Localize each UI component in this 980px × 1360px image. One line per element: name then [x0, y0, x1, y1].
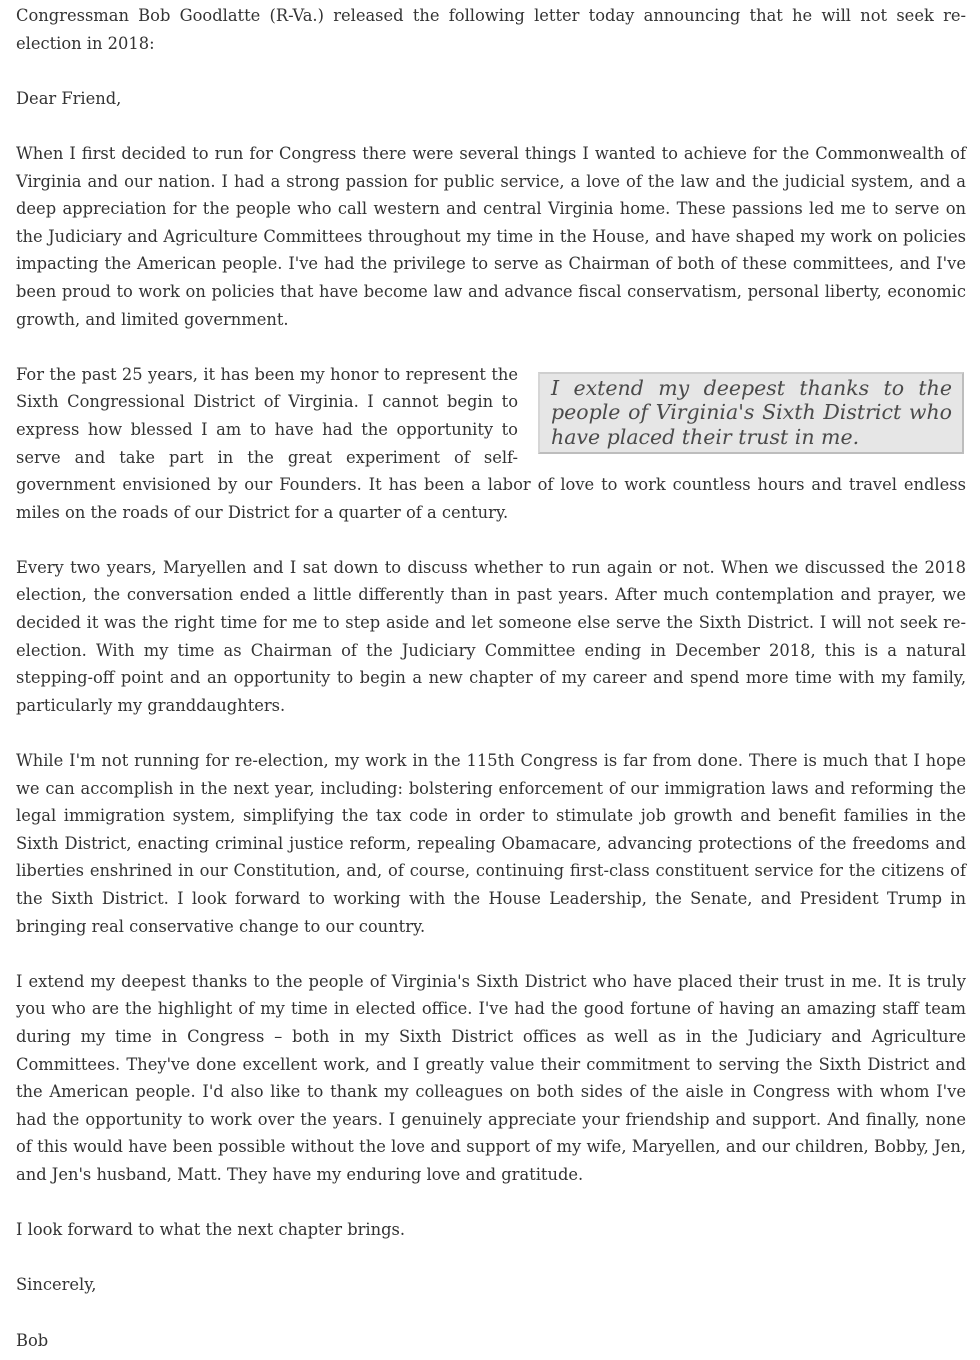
- signature: Bob: [16, 1330, 49, 1350]
- body-paragraph-5: I extend my deepest thanks to the people of Virginia's Sixth District who have placed their trust in me. It is truly you who are the highlight of my time in elected office. I've had the good fortune of having an amazing staff team during my time in Congress – both in my Sixth District offices as well as in the Judiciary and Agriculture Committees. They've done excellent work, and I greatly value their commitment to serving the Sixth District and the American people. I'd also like to thank my colleagues on both sides of the aisle in Congress with whom I've had the opportunity to work over the years. I genuinely appreciate your friendship and support. And finally, none of this would have been possible without the love and support of my wife, Maryellen, and our children, Bobby, Jen, and Jen's husband, Matt. They have my enduring love and gratitude.: [16, 971, 966, 1184]
- closing: Sincerely,: [16, 1275, 97, 1295]
- intro-paragraph: Congressman Bob Goodlatte (R-Va.) released the following letter today announcing that he will not seek re-election in 2018:: [16, 6, 966, 53]
- body-paragraph-2-text: For the past 25 years, it has been my honor to represent the Sixth Congressional District of Virginia. I cannot begin to express how blessed I am to have had the opportunity to serve and take part in the great experiment of self-government envisioned by our Founders. It has been a labor of love to work countless hours and travel endless miles on the roads of our District for a quarter of a century.: [16, 364, 966, 522]
- pull-quote: I extend my deepest thanks to the people of Virginia's Sixth District who have placed their trust in me.: [538, 372, 964, 455]
- body-paragraph-6: I look forward to what the next chapter brings.: [16, 1220, 406, 1240]
- body-paragraph-1: When I first decided to run for Congress there were several things I wanted to achieve for the Commonwealth of Virginia and our nation. I had a strong passion for public service, a love of the law and the judicial system, and a deep appreciation for the people who call western and central Virginia home. These passions led me to serve on the Judiciary and Agriculture Committees throughout my time in the House, and have shaped my work on policies impacting the American people. I've had the privilege to serve as Chairman of both of these committees, and I've been proud to work on policies that have become law and advance fiscal conservatism, personal liberty, economic growth, and limited government.: [16, 143, 966, 329]
- salutation: Dear Friend,: [16, 88, 122, 108]
- body-paragraph-4: While I'm not running for re-election, my work in the 115th Congress is far from done. There is much that I hope we can accomplish in the next year, including: bolstering enforcement of our immigration laws and reforming the legal immigration system, simplifying the tax code in order to stimulate job growth and benefit families in the Sixth District, enacting criminal justice reform, repealing Obamacare, advancing protections of the freedoms and liberties enshrined in our Constitution, and, of course, continuing first-class constituent service for the citizens of the Sixth District. I look forward to working with the House Leadership, the Senate, and President Trump in bringing real conservative change to our country.: [16, 751, 966, 936]
- body-paragraph-3: Every two years, Maryellen and I sat down to discuss whether to run again or not. When we discussed the 2018 election, the conversation ended a little differently than in past years. After much contemplation and prayer, we decided it was the right time for me to step aside and let someone else serve the Sixth District. I will not seek re-election. With my time as Chairman of the Judiciary Committee ending in December 2018, this is a natural stepping-off point and an opportunity to begin a new chapter of my career and spend more time with my family, particularly my granddaughters.: [16, 557, 966, 715]
- body-paragraph-2: [16, 361, 966, 527]
